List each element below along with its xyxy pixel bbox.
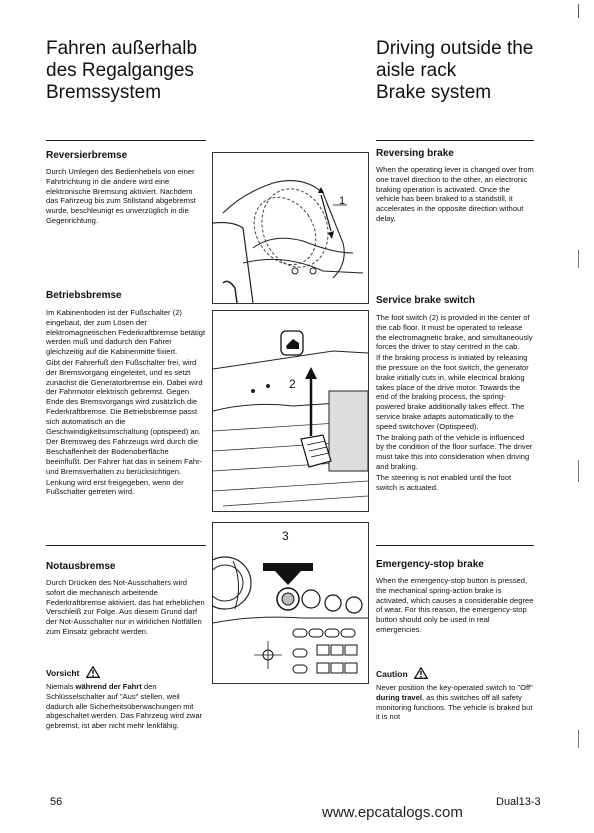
callout-label: 3 xyxy=(282,529,289,543)
heading: Notausbremse xyxy=(46,561,116,572)
paragraph: The braking path of the vehicle is influenced by the condition of the floor surface. The driver must take this into consideration when driving and braking. xyxy=(376,432,533,471)
section-reversing-de xyxy=(46,150,206,227)
section-reversing-en xyxy=(376,148,534,225)
caution-heading xyxy=(46,666,206,678)
figure-emergency-stop-panel xyxy=(212,522,369,684)
figure-foot-switch xyxy=(212,310,369,512)
divider xyxy=(46,140,206,141)
section-caution-en xyxy=(376,667,534,723)
lever-illustration xyxy=(213,153,368,303)
divider xyxy=(46,545,206,546)
callout-label: 1 xyxy=(339,195,346,207)
paragraph: If the braking process is initiated by releasing the pressure on the foot switch, the generator brake initially cuts in, while electrical braking takes place of the drive motor. Towards the end of the braking process, the spring-powered brake additionally takes effect. The service brake adapts automatically to the speed switchover (Optispeed). xyxy=(376,353,529,431)
title-en xyxy=(376,38,533,104)
paragraph: When the operating lever is changed over from one travel direction to the other, an electronic braking operation is activated. Once the vehicle has been braked to a standstill, it accelerates in the opposite direction without delay. xyxy=(376,165,534,223)
section-service-en xyxy=(376,295,534,493)
caution-label: Caution xyxy=(376,669,408,679)
scan-mark xyxy=(578,250,579,268)
text: den Schlüsselschalter auf "Aus" stellen, weil dadurch alle Sicherheitsüberwachungen mit abgeschaltet werden. Das Fahrzeug wird zwar gebremst, ist aber nicht mehr lenkfähig. xyxy=(46,682,203,731)
text: , as this switches off all safety monitoring functions. The vehicle is braked but it is not xyxy=(376,692,533,722)
paragraph: Durch Drücken des Not-Ausschalters wird sofort die mechanisch arbeitende Federkraftbremse aktiviert. das hat erheblichen Verschleiß zur Folge. Aus diesem Grund darf der Not-Ausschalter nur in wirklichen Notfällen zum Einsatz gebracht werden. xyxy=(46,578,205,636)
paragraph: Im Kabinenboden ist der Fußschalter (2) eingebaut, der zum Lösen der elektromagnetischen Federkraftbremse betätigt werden muß und dadurch den Fahrer gleichzeitig auf die Kabinenmitte fixiert. xyxy=(46,308,206,357)
paragraph: When the emergency-stop button is pressed, the mechanical spring-action brake is activated, which causes a considerable degree of wear. For this reason, the emergency-stop button should only be used in real emergencies. xyxy=(376,576,534,634)
scan-mark xyxy=(578,4,579,18)
title-de xyxy=(46,38,197,104)
emphasis: during travel xyxy=(376,692,422,702)
text: Never position the key-operated switch to "Off" xyxy=(376,683,533,692)
warning-icon xyxy=(414,667,428,679)
emphasis: während der Fahrt xyxy=(75,682,142,691)
document-id: Dual13-3 xyxy=(496,796,541,808)
paragraph: Durch Umlegen des Bedienhebels von einer Fahrtrichtung in die andere wird eine elektronische Bremsung aktiviert. Nachdem das Fahrzeug bis zum Stillstand abgebremst wurde, beschleunigt es unverzüglich in die Gegenrichtung. xyxy=(46,167,196,225)
control-panel-illustration xyxy=(213,523,368,683)
paragraph: Lenkung wird erst freigegeben, wenn der Fußschalter getreten wird. xyxy=(46,477,184,497)
paragraph: The steering is not enabled until the foot switch is actuated. xyxy=(376,472,512,492)
scan-mark xyxy=(578,460,579,482)
heading: Betriebsbremse xyxy=(46,290,122,301)
caution-heading xyxy=(376,667,534,679)
paragraph xyxy=(376,683,534,722)
section-service-de xyxy=(46,290,206,498)
foot-switch-illustration xyxy=(213,311,368,511)
title-de-line: Fahren außerhalb xyxy=(46,38,198,59)
warning-icon xyxy=(86,666,100,678)
callout-label: 2 xyxy=(289,377,296,391)
section-caution-de xyxy=(46,666,206,732)
paragraph: Gibt der Fahrerfuß den Fußschalter frei, wird der Bremsvorgang eingeleitet, und es setzt zunächst die Generatorbremse ein. Dabei wird der Fahrmotor elektrisch gebremst. Gegen Ende des Bremsvorgangs wird zusätzlich die Federkraftbremse. Die Betriebsbremse passt sich automatisch an die Geschwindigkeitsumschaltung (optispeed) an. xyxy=(46,357,203,436)
scan-mark xyxy=(578,730,579,748)
title-de-line: Bremssystem xyxy=(46,82,162,103)
divider xyxy=(376,140,534,141)
watermark: www.epcatalogs.com xyxy=(322,804,463,821)
divider xyxy=(376,545,534,546)
heading: Reversing brake xyxy=(376,148,454,159)
section-emergency-de xyxy=(46,561,206,638)
heading: Reversierbremse xyxy=(46,150,128,161)
title-en-line: Driving outside the xyxy=(376,38,534,59)
title-en-line: aisle rack xyxy=(376,60,457,81)
figure-operating-lever xyxy=(212,152,369,304)
paragraph: Der Bremsweg des Fahrzeugs wird durch die Beschaffenheit der Bodenoberfläche beeinflußt. Der Fahrer hat das in seinem Fahr- und Bremsverhalten zu berücksichtigen. xyxy=(46,437,203,476)
paragraph xyxy=(46,682,206,731)
caution-label: Vorsicht xyxy=(46,668,80,678)
heading: Service brake switch xyxy=(376,295,475,306)
text: Niemals xyxy=(46,682,76,691)
title-de-line: des Regalganges xyxy=(46,60,194,81)
page-number: 56 xyxy=(50,796,63,808)
section-emergency-en xyxy=(376,559,534,636)
paragraph: The foot switch (2) is provided in the center of the cab floor. It must be operated to release the electromagnetic brake, and simultaneously forces the driver to stay centred in the cab. xyxy=(376,313,533,352)
heading: Emergency-stop brake xyxy=(376,559,484,570)
title-en-line: Brake system xyxy=(376,82,492,103)
